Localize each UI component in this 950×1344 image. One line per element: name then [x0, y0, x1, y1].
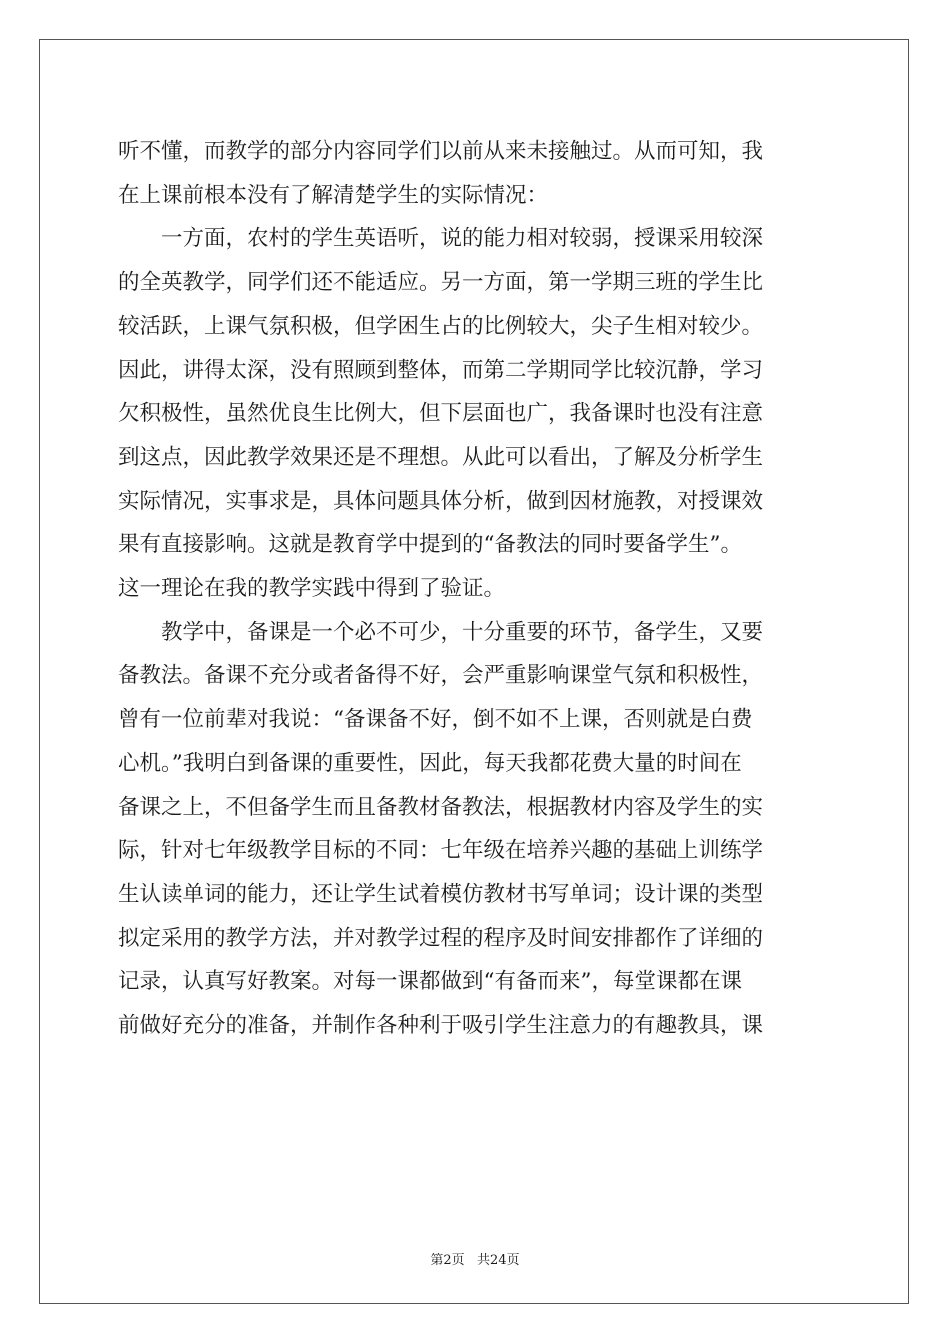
text-line: 欠积极性，虽然优良生比例大，但下层面也广，我备课时也没有注意 [118, 401, 764, 427]
text-line: 因此，讲得太深，没有照顾到整体，而第二学期同学比较沉静，学习 [118, 357, 764, 383]
text-line: 际，针对七年级教学目标的不同：七年级在培养兴趣的基础上训练学 [118, 838, 764, 864]
text-line: 实际情况，实事求是，具体问题具体分析，做到因材施教，对授课效 [118, 488, 764, 514]
text-line: 生认读单词的能力，还让学生试着模仿教材书写单词；设计课的类型 [118, 881, 764, 907]
text-line: 备课之上，不但备学生而且备教材备教法，根据教材内容及学生的实 [118, 794, 764, 820]
text-line: 前做好充分的准备，并制作各种利于吸引学生注意力的有趣教具，课 [118, 1013, 764, 1039]
text-line: 曾有一位前辈对我说：“备课备不好，倒不如不上课，否则就是白费 [118, 707, 753, 733]
text-line: 一方面，农村的学生英语听，说的能力相对较弱，授课采用较深 [161, 226, 764, 252]
text-line: 果有直接影响。这就是教育学中提到的“备教法的同时要备学生”。 [118, 532, 742, 558]
text-line: 记录，认真写好教案。对每一课都做到“有备而来”，每堂课都在课 [118, 969, 742, 995]
text-line: 备教法。备课不充分或者备得不好，会严重影响课堂气氛和积极性， [118, 663, 764, 689]
text-line: 这一理论在我的教学实践中得到了验证。 [118, 576, 506, 602]
text-line: 听不懂，而教学的部分内容同学们以前从来未接触过。从而可知，我 [118, 139, 764, 164]
text-line: 较活跃，上课气氛积极，但学困生占的比例较大，尖子生相对较少。 [118, 313, 764, 339]
text-line: 心机。”我明白到备课的重要性，因此，每天我都花费大量的时间在 [118, 750, 742, 776]
document-body [118, 130, 832, 1048]
text-line: 到这点，因此教学效果还是不理想。从此可以看出，了解及分析学生 [118, 444, 764, 470]
text-line: 的全英教学，同学们还不能适应。另一方面，第一学期三班的学生比 [118, 270, 764, 296]
text-line: 拟定采用的教学方法，并对教学过程的程序及时间安排都作了详细的 [118, 925, 764, 951]
page-number: 第2页 共24页 [430, 1253, 520, 1268]
text-line: 教学中，备课是一个必不可少，十分重要的环节，备学生，又要 [161, 619, 764, 645]
text-line: 在上课前根本没有了解清楚学生的实际情况： [118, 182, 549, 208]
